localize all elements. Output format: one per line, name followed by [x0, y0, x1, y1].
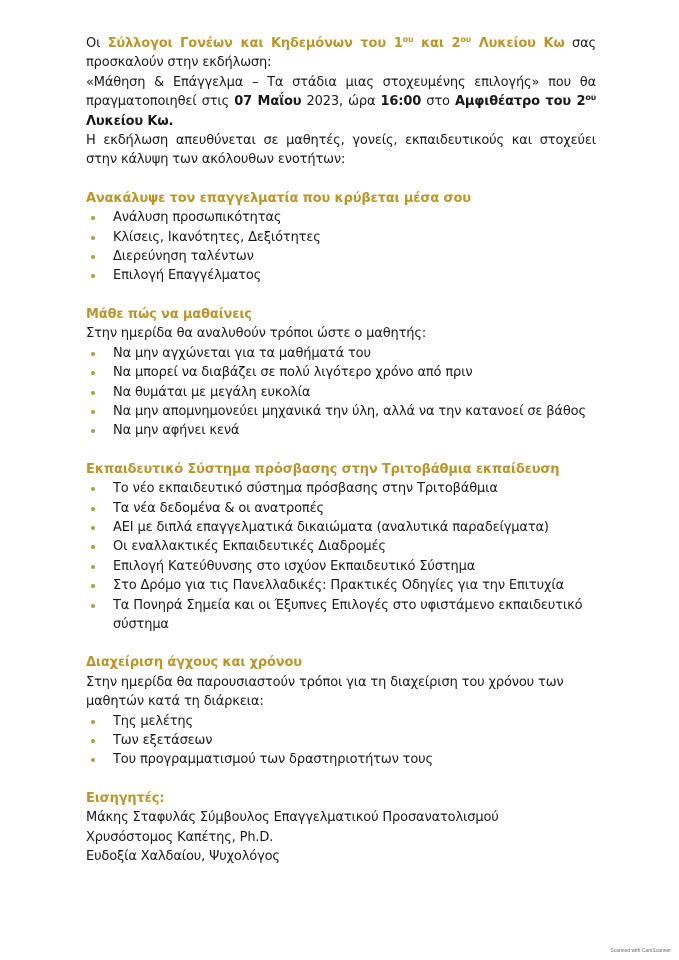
bullet-icon [91, 507, 95, 511]
section-heading: Ανακάλυψε τον επαγγελματία που κρύβεται μέσα σου [86, 190, 471, 206]
list-item [86, 228, 596, 247]
list-item-text: Ανάλυση προσωπικότητας [113, 210, 282, 226]
bullet-icon [91, 487, 95, 491]
intro [86, 34, 596, 170]
section-heading: Εκπαιδευτικό Σύστημα πρόσβασης στην Τριτοβάθμια εκπαίδευση [86, 461, 560, 477]
bullet-icon [91, 371, 95, 375]
list-item [86, 208, 596, 227]
bullet-icon [91, 236, 95, 240]
section-heading: Διαχείριση άγχους και χρόνου [86, 655, 302, 671]
list-item [86, 518, 596, 537]
list-item-text: Επιλογή Επαγγέλματος [113, 268, 262, 284]
list-item [86, 247, 596, 266]
list-item-text: Να θυμάται με μεγάλη ευκολία [113, 384, 311, 400]
bullet-icon [91, 410, 95, 414]
list-item [86, 731, 596, 750]
list-item-text: Της μελέτης [113, 713, 194, 729]
bullet-icon [91, 545, 95, 549]
list-item [86, 750, 596, 769]
list-item [86, 537, 596, 556]
organizers [108, 36, 565, 51]
speakers-heading: Εισηγητές: [86, 790, 165, 806]
speakers [86, 789, 596, 867]
speaker-name: Μάκης Σταφυλάς Σύμβουλος Επαγγελματικού Προσανατολισμού [86, 810, 499, 826]
list-item-text: Οι εναλλακτικές Εκπαιδευτικές Διαδρομές [113, 539, 386, 555]
venue-prefix: στο [421, 94, 455, 110]
event-date: 07 Μαΐου [234, 94, 302, 110]
organizers-b: και 2 [413, 36, 461, 51]
intro-suffix: σας προσκαλούν στην εκδήλωση: [86, 36, 596, 71]
list-item-text: Του προγραμματισμού των δραστηριοτήτων τους [113, 752, 433, 768]
list-item [86, 363, 596, 382]
section-lead: Στην ημερίδα θα αναλυθούν τρόποι ώστε ο μαθητής: [86, 326, 427, 342]
bullet-icon [91, 584, 95, 588]
bullet-list [86, 344, 596, 441]
bullet-list [86, 479, 596, 634]
bullet-icon [91, 758, 95, 762]
section-heading: Μάθε πώς να μαθαίνεις [86, 306, 252, 322]
intro-audience: Η εκδήλωση απευθύνεται σε μαθητές, γονείς, εκπαιδευτικούς και στοχεύει στην κάλυψη των ακόλουθων ενοτήτων: [86, 133, 596, 168]
list-item-text: Να μην αφήνει κενά [113, 423, 240, 439]
list-item-text: Διερεύνηση ταλέντων [113, 249, 254, 265]
list-item-text: Των εξετάσεων [113, 733, 213, 748]
venue-end: . [168, 113, 174, 129]
section-lead: Στην ημερίδα θα παρουσιαστούν τρόποι για τη διαχείριση του χρόνου των μαθητών κατά τη διάρκεια: [86, 674, 564, 710]
intro-prefix: Οι [86, 36, 101, 51]
venue-b: Λυκείου Κω [86, 113, 169, 129]
speaker-name: Ευδοξία Χαλδαίου, Ψυχολόγος [86, 849, 280, 865]
organizers-sup2: ου [460, 35, 472, 44]
list-item [86, 383, 596, 402]
bullet-icon [91, 255, 95, 259]
list-item [86, 402, 596, 421]
bullet-icon [91, 216, 95, 220]
bullet-list [86, 208, 596, 286]
section [86, 305, 596, 441]
event-year: 2023, ώρα [301, 94, 381, 110]
event-time: 16:00 [380, 94, 422, 110]
bullet-icon [91, 391, 95, 395]
list-item-text: Τα Πονηρά Σημεία και οι Έξυπνες Επιλογές στο υφιστάμενο εκπαιδευτικό σύστημα [113, 597, 583, 632]
bullet-icon [91, 720, 95, 724]
list-item [86, 266, 596, 285]
list-item [86, 479, 596, 498]
venue-sup: ου [585, 93, 596, 103]
organizers-a: Σύλλογοι Γονέων και Κηδεμόνων του 1 [107, 36, 403, 51]
list-item [86, 712, 596, 731]
list-item [86, 499, 596, 518]
document-page [86, 34, 596, 866]
organizers-sup1: ου [402, 35, 414, 44]
list-item-text: Να μην απομνημονεύει μηχανικά την ύλη, αλλά να την κατανοεί σε βάθος [113, 403, 586, 419]
intro-event [86, 73, 596, 131]
bullet-list [86, 712, 596, 770]
list-item-text: ΑΕΙ με διπλά επαγγελματικά δικαιώματα (αναλυτικά παραδείγματα) [113, 519, 549, 535]
bullet-icon [91, 352, 95, 356]
speaker-name: Χρυσόστομος Καπέτης, Ph.D. [86, 829, 274, 845]
scanner-watermark: Scanned with CamScanner [610, 948, 671, 954]
list-item-text: Το νέο εκπαιδευτικό σύστημα πρόσβασης στην Τριτοβάθμια [113, 481, 498, 497]
list-item-text: Να μπορεί να διαβάζει σε πολύ λιγότερο χρόνο από πριν [113, 365, 473, 381]
bullet-icon [91, 604, 95, 608]
list-item-text: Τα νέα δεδομένα & οι ανατροπές [113, 500, 324, 516]
list-item [86, 421, 596, 440]
intro-invitation [86, 34, 596, 73]
list-item [86, 557, 596, 576]
section [86, 460, 596, 635]
section [86, 189, 596, 286]
list-item [86, 596, 596, 635]
list-item-text: Επιλογή Κατεύθυνσης στο ισχύον Εκπαιδευτικό Σύστημα [113, 558, 476, 574]
event-text: «Μάθηση & Επάγγελμα – Τα στάδια μιας στοχευμένης επιλογής» που θα πραγματοποιηθεί στις [86, 74, 596, 110]
bullet-icon [91, 565, 95, 569]
list-item-text: Να μην αγχώνεται για τα μαθήματά του [113, 345, 371, 361]
organizers-c: Λυκείου Κω [471, 36, 565, 51]
sections [86, 189, 596, 770]
venue-a: Αμφιθέατρο του 2 [454, 94, 586, 110]
list-item-text: Κλίσεις, Ικανότητες, Δεξιότητες [113, 229, 321, 245]
section [86, 653, 596, 769]
list-item-text: Στο Δρόμο για τις Πανελλαδικές: Πρακτικές Οδηγίες για την Επιτυχία [113, 578, 564, 594]
bullet-icon [91, 739, 95, 743]
bullet-icon [91, 274, 95, 278]
bullet-icon [91, 526, 95, 530]
list-item [86, 344, 596, 363]
bullet-icon [91, 429, 95, 433]
list-item [86, 576, 596, 595]
